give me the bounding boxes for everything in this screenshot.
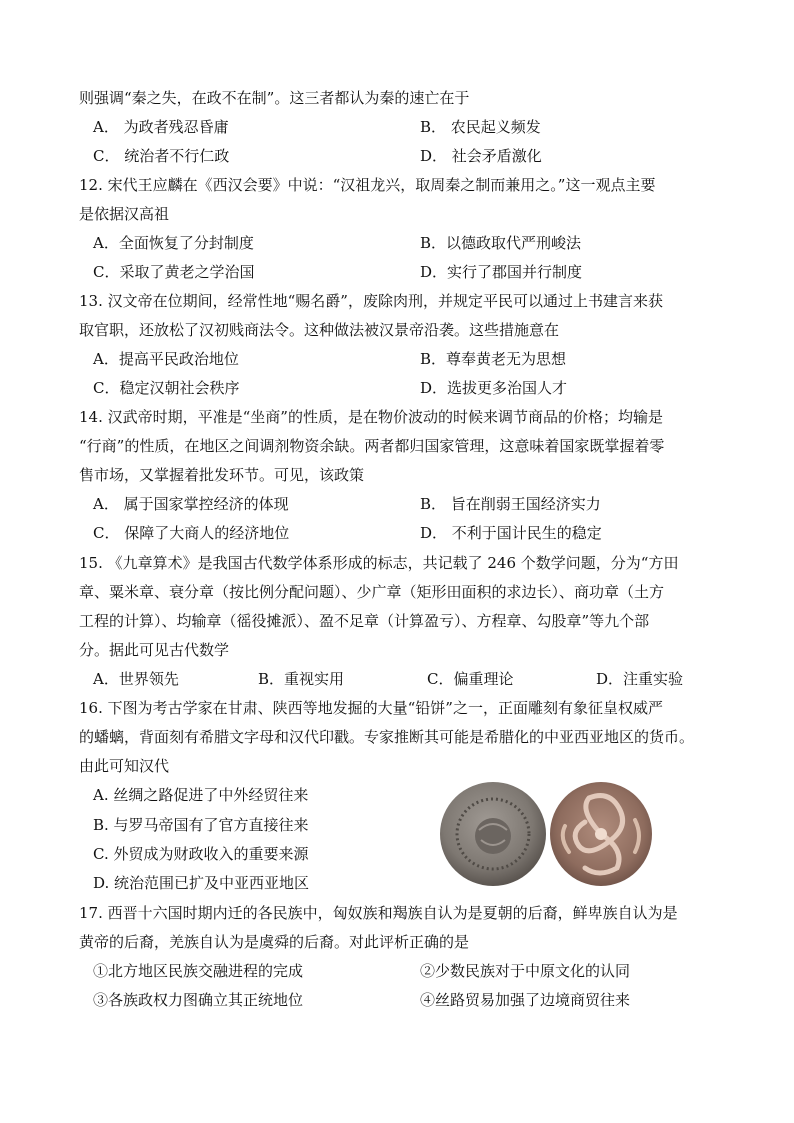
q14-stem-line3: 售市场，又掌握着批发环节。可见，该政策 [79,466,365,484]
q13-option-d[interactable]: D．选拔更多治国人才 [420,379,568,397]
q11-option-b[interactable]: B． 农民起义频发 [420,118,541,136]
q15-option-a[interactable]: A．世界领先 [93,670,179,688]
q11-option-a[interactable]: A． 为政者残忍昏庸 [93,118,229,136]
q16-stem-line1: 16. 下图为考古学家在甘肃、陕西等地发掘的大量“铅饼”之一，正面雕刻有象征皇权威严 [79,699,663,717]
q11-option-c[interactable]: C． 统治者不行仁政 [93,147,230,165]
q13-option-c[interactable]: C．稳定汉朝社会秩序 [93,379,240,397]
q16-option-d[interactable]: D. 统治范围已扩及中亚西亚地区 [93,874,310,892]
q14-option-b[interactable]: B． 旨在削弱王国经济实力 [420,495,601,513]
q12-option-b[interactable]: B．以德政取代严刑峻法 [420,234,582,252]
coin-reverse-side [440,782,546,886]
q12-option-c[interactable]: C．采取了黄老之学治国 [93,263,255,281]
q14-stem-line1: 14. 汉武帝时期，平准是“坐商”的性质，是在物价波动的时候来调节商品的价格；均输是 [79,408,663,426]
q17-stem-line1: 17. 西晋十六国时期内迁的各民族中，匈奴族和羯族自认为是夏朝的后裔，鲜卑族自认为是 [79,904,678,922]
q15-stem-line1: 15. 《九章算术》是我国古代数学体系形成的标志，共记载了 246 个数学问题，分为“方田 [79,554,679,572]
q12-stem-line1: 12. 宋代王应麟在《西汉会要》中说：“汉祖龙兴，取周秦之制而兼用之。”这一观点主要 [79,176,656,194]
q16-stem-line2: 的蟠螭，背面刻有希腊文字母和汉代印戳。专家推断其可能是希腊化的中亚西亚地区的货币。 [79,728,695,746]
q13-stem-line2: 取官职，还放松了汉初贱商法令。这种做法被汉景帝沿袭。这些措施意在 [79,321,560,339]
q14-option-c[interactable]: C． 保障了大商人的经济地位 [93,524,290,542]
q14-option-d[interactable]: D． 不利于国计民生的稳定 [420,524,602,542]
q13-option-a[interactable]: A．提高平民政治地位 [93,350,239,368]
q15-option-c[interactable]: C．偏重理论 [427,670,514,688]
q17-statement-3[interactable]: ③各族政权力图确立其正统地位 [93,991,304,1009]
q15-stem-line2: 章、粟米章、衰分章（按比例分配问题）、少广章（矩形田面积的求边长）、商功章（土方 [79,583,665,601]
q16-option-c[interactable]: C. 外贸成为财政收入的重要来源 [93,845,309,863]
q15-stem-line3: 工程的计算）、均输章（徭役摊派）、盈不足章（计算盈亏）、方程章、勾股章”等九个部 [79,612,650,630]
q17-statement-4[interactable]: ④丝路贸易加强了边境商贸往来 [420,991,631,1009]
q12-option-a[interactable]: A．全面恢复了分封制度 [93,234,254,252]
q15-option-b[interactable]: B．重视实用 [258,670,345,688]
q17-statement-2[interactable]: ②少数民族对于中原文化的认同 [420,962,631,980]
coin-obverse-dragon-side [550,782,652,886]
q13-option-b[interactable]: B．尊奉黄老无为思想 [420,350,567,368]
q11-option-d[interactable]: D． 社会矛盾激化 [420,147,542,165]
q17-stem-line2: 黄帝的后裔，羌族自认为是虞舜的后裔。对此评析正确的是 [79,933,470,951]
q17-statement-1[interactable]: ①北方地区民族交融进程的完成 [93,962,304,980]
q16-option-a[interactable]: A. 丝绸之路促进了中外经贸往来 [93,786,309,804]
q13-stem-line1: 13. 汉文帝在位期间，经常性地“赐名爵”，废除肉刑，并规定平民可以通过上书建言来获 [79,292,663,310]
q15-option-d[interactable]: D．注重实验 [596,670,684,688]
q14-stem-line2: “行商”的性质，在地区之间调剂物资余缺。两者都归国家管理，这意味着国家既掌握着零 [79,437,665,455]
q16-option-b[interactable]: B. 与罗马帝国有了官方直接往来 [93,816,309,834]
q14-option-a[interactable]: A． 属于国家掌控经济的体现 [93,495,289,513]
q12-stem-line2: 是依据汉高祖 [79,205,170,223]
q12-option-d[interactable]: D．实行了郡国并行制度 [420,263,583,281]
q16-stem-line3: 由此可知汉代 [79,757,170,775]
q15-stem-line4: 分。据此可见古代数学 [79,641,230,659]
lead-coin-image [439,780,653,888]
q11-stem-end: 则强调“秦之失，在政不在制”。这三者都认为秦的速亡在于 [79,89,470,107]
